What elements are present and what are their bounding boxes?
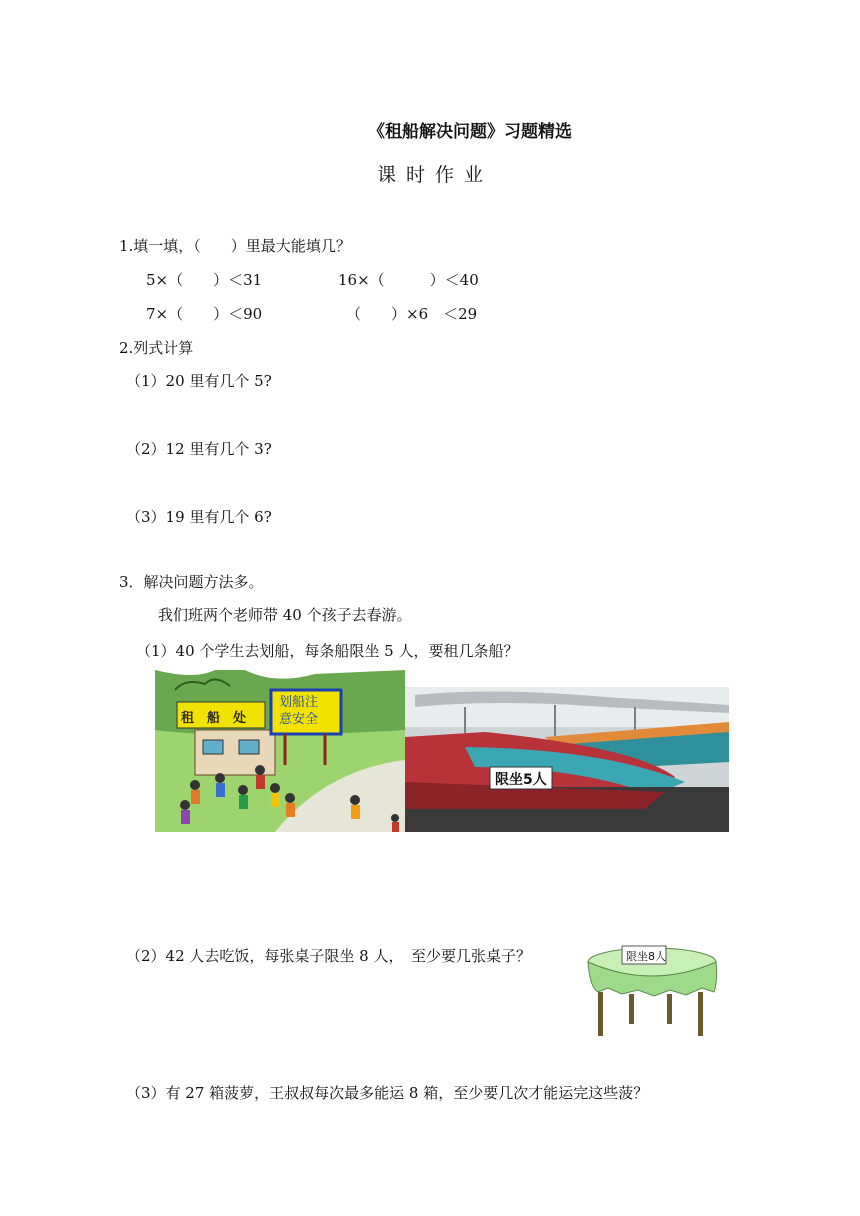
q2-heading: 2.列式计算	[119, 339, 194, 357]
q1-row2-left: 7×（ ）＜90	[146, 305, 263, 323]
q2-item-3: （3）19 里有几个 6?	[126, 508, 272, 526]
paddle-boats-photo	[405, 687, 729, 832]
dining-table-illustration	[584, 940, 720, 1044]
q3-heading: 3．解决问题方法多。	[119, 573, 264, 591]
q2-item-2: （2）12 里有几个 3?	[126, 440, 272, 458]
document-title: 《租船解决问题》习题精选	[368, 122, 572, 142]
q3-part3: （3）有 27 箱菠萝，王叔叔每次最多能运 8 箱，至少要几次才能运完这些菠？	[126, 1084, 649, 1102]
safety-sign-line2: 意安全	[279, 712, 319, 727]
document-subtitle: 课时作业	[376, 164, 493, 186]
table-capacity-sign: 限坐8人	[626, 950, 666, 963]
q1-row1-left: 5×（ ）＜31	[146, 271, 263, 289]
safety-sign-line1: 划船注	[279, 695, 319, 710]
q3-intro: 我们班两个老师带 40 个孩子去春游。	[158, 606, 412, 624]
boat-capacity-sign: 限坐5人	[495, 772, 547, 788]
q1-row2-right: （ ）×6 ＜29	[346, 305, 478, 323]
boat-rental-scene-illustration	[155, 670, 405, 832]
q1-heading: 1.填一填，（ ）里最大能填几？	[119, 237, 351, 255]
rental-sign-text: 租 船 处	[181, 711, 247, 726]
q3-part1: （1）40 个学生去划船，每条船限坐 5 人，要租几条船？	[136, 642, 519, 660]
q2-item-1: （1）20 里有几个 5?	[126, 372, 272, 390]
q1-row1-right: 16×（ ）＜40	[338, 271, 479, 289]
q3-part2: （2）42 人去吃饭，每张桌子限坐 8 人， 至少要几张桌子？	[126, 947, 531, 965]
